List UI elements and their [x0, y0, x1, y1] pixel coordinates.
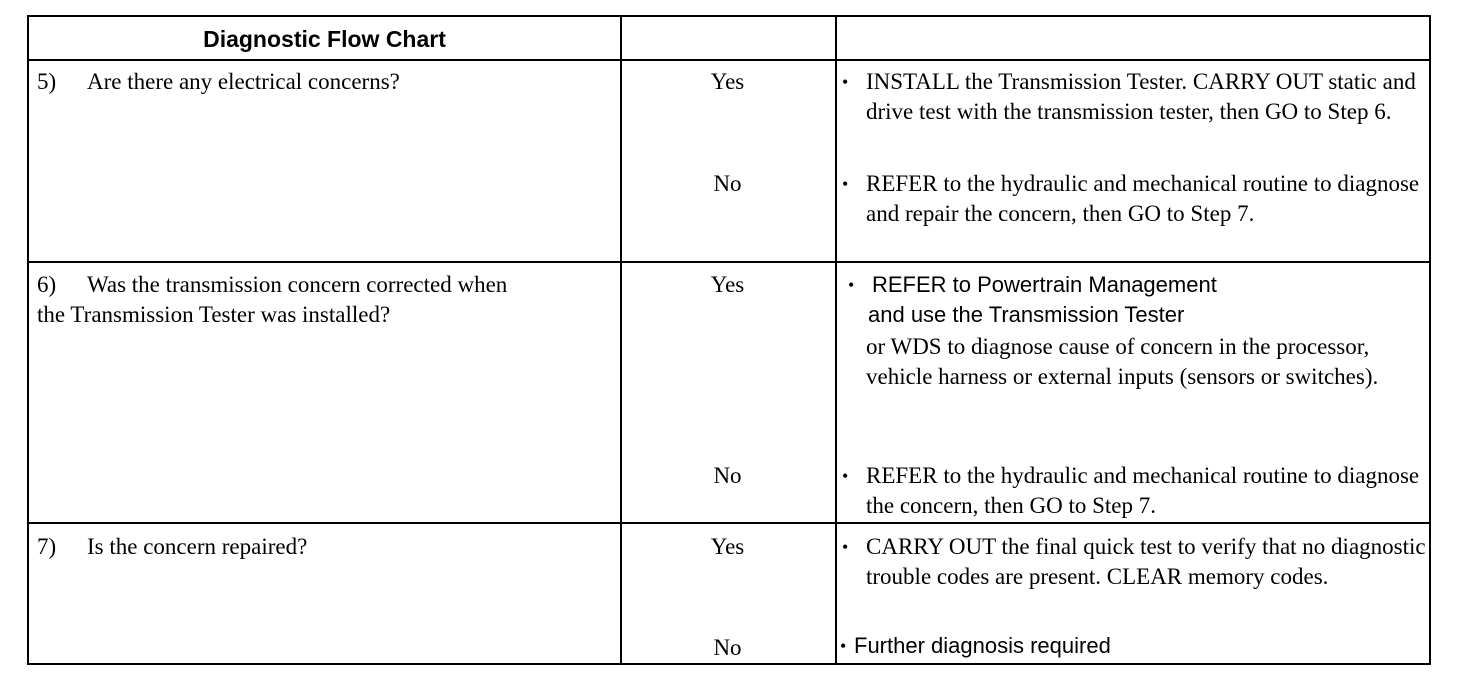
action-text-line1: REFER to Powertrain Management [872, 272, 1217, 297]
bullet-icon: • [840, 636, 847, 656]
action-text: REFER to the hydraulic and mechanical routine to diagnose and repair the concern, then GO to Step 7. [866, 171, 1420, 226]
action-text: REFER to the hydraulic and mechanical routine to diagnose the concern, then GO to Step 7. [866, 463, 1420, 518]
action-5-yes [842, 67, 1427, 127]
question-text: Is the concern repaired? [87, 534, 308, 559]
bullet-icon: • [842, 72, 849, 92]
answer-6-no: No [713, 463, 742, 488]
answer-6-yes: Yes [710, 272, 745, 297]
column-divider-2 [835, 17, 837, 663]
action-7-no [842, 631, 1427, 661]
bullet-icon: • [842, 537, 849, 557]
question-number: 5) [37, 69, 57, 94]
answer-5-no: No [713, 171, 742, 196]
question-number: 7) [37, 534, 57, 559]
question-text-line2: the Transmission Tester was installed? [37, 302, 391, 327]
bullet-icon: • [842, 466, 849, 486]
action-text-rest: or WDS to diagnose cause of concern in the processor, vehicle harness or external inputs (sensors or switches). [866, 334, 1379, 389]
action-text: CARRY OUT the final quick test to verify that no diagnostic trouble codes are present. CLEAR memory codes. [866, 534, 1426, 589]
bullet-icon: • [842, 174, 849, 194]
column-divider-1 [620, 17, 622, 663]
action-6-yes [842, 270, 1427, 392]
question-5 [37, 67, 607, 97]
action-5-no [842, 169, 1427, 229]
bullet-icon: • [848, 275, 855, 295]
table-title: Diagnostic Flow Chart [203, 26, 446, 52]
answer-7-yes: Yes [710, 534, 745, 559]
action-7-yes [842, 532, 1427, 592]
row-divider-1 [29, 261, 1429, 263]
diagnostic-flow-chart-table [27, 15, 1431, 665]
header-divider [29, 59, 1429, 61]
question-text-line1: Was the transmission concern corrected when [87, 272, 508, 297]
action-text: Further diagnosis required [854, 633, 1111, 658]
row-divider-2 [29, 522, 1429, 524]
question-7 [37, 532, 607, 562]
action-6-no [842, 461, 1427, 521]
action-text-line2: and use the Transmission Tester [868, 302, 1185, 327]
action-text: INSTALL the Transmission Tester. CARRY OUT static and drive test with the transmission tester, then GO to Step 6. [866, 69, 1416, 124]
question-number: 6) [37, 272, 57, 297]
question-text: Are there any electrical concerns? [87, 69, 400, 94]
question-6 [37, 270, 607, 330]
answer-7-no: No [713, 635, 742, 660]
answer-5-yes: Yes [710, 69, 745, 94]
